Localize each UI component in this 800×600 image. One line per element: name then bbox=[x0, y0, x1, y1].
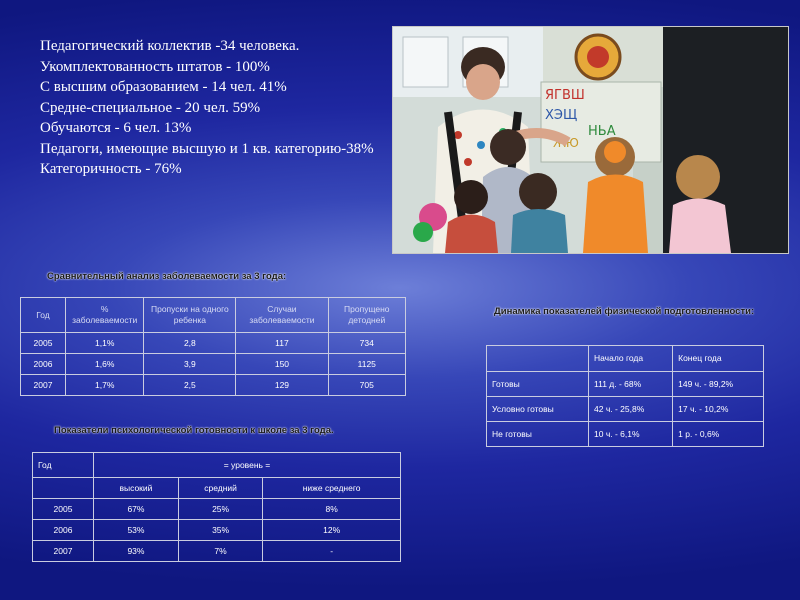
column-header: Конец года bbox=[673, 346, 764, 372]
fact-item: Педагогический коллектив -34 человека. bbox=[40, 38, 300, 54]
table-cell: 705 bbox=[328, 375, 405, 396]
table-cell: 1125 bbox=[328, 354, 405, 375]
column-header: Начало года bbox=[589, 346, 673, 372]
table-header-row bbox=[21, 298, 406, 333]
table-cell: 2007 bbox=[33, 541, 94, 562]
table-cell: 2006 bbox=[21, 354, 66, 375]
physical-fitness-table bbox=[486, 345, 764, 447]
table-cell: 53% bbox=[94, 520, 179, 541]
letter-board-text: НЬА bbox=[588, 124, 616, 139]
table-cell: 129 bbox=[236, 375, 328, 396]
column-header: Пропущено детодней bbox=[328, 298, 405, 333]
table-cell: 1,7% bbox=[66, 375, 144, 396]
column-header: Пропуски на одного ребенка bbox=[144, 298, 236, 333]
column-header: = уровень = bbox=[94, 453, 401, 478]
table-row bbox=[33, 520, 401, 541]
table-subheader-row bbox=[33, 478, 401, 499]
column-header: ниже среднего bbox=[263, 478, 401, 499]
table-cell: 2005 bbox=[33, 499, 94, 520]
table-cell: 2005 bbox=[21, 333, 66, 354]
table-header-row bbox=[487, 346, 764, 372]
table-cell: 2,8 bbox=[144, 333, 236, 354]
table-cell: 25% bbox=[178, 499, 262, 520]
table-cell: 8% bbox=[263, 499, 401, 520]
column-header: Случаи заболеваемости bbox=[236, 298, 328, 333]
psych-caption: Показатели психологической готовности к школе за 3 года. bbox=[54, 425, 334, 436]
table-cell: 117 bbox=[236, 333, 328, 354]
letter-board-text: ХЭЩ bbox=[545, 108, 578, 123]
column-header: высокий bbox=[94, 478, 179, 499]
table-cell: Готовы bbox=[487, 372, 589, 397]
table-cell: 2,5 bbox=[144, 375, 236, 396]
table-row bbox=[487, 397, 764, 422]
fact-item: С высшим образованием - 14 чел. 41% bbox=[40, 79, 287, 95]
table-cell: 1 р. - 0,6% bbox=[673, 422, 764, 447]
fact-item: Категоричность - 76% bbox=[40, 161, 182, 177]
column-header: средний bbox=[178, 478, 262, 499]
table-cell: 93% bbox=[94, 541, 179, 562]
table-header-row bbox=[33, 453, 401, 478]
table-cell: 2007 bbox=[21, 375, 66, 396]
table-cell: 17 ч. - 10,2% bbox=[673, 397, 764, 422]
table-cell: 67% bbox=[94, 499, 179, 520]
table-cell: 1,1% bbox=[66, 333, 144, 354]
table-cell: 7% bbox=[178, 541, 262, 562]
table-cell: Не готовы bbox=[487, 422, 589, 447]
letter-board-text: ЖЮ bbox=[553, 136, 579, 150]
staff-facts-list bbox=[40, 36, 380, 180]
table-cell: 42 ч. - 25,8% bbox=[589, 397, 673, 422]
table-cell: 111 д. - 68% bbox=[589, 372, 673, 397]
table-row bbox=[21, 375, 406, 396]
table-row bbox=[33, 541, 401, 562]
table-cell: 3,9 bbox=[144, 354, 236, 375]
fact-item: Обучаются - 6 чел. 13% bbox=[40, 120, 192, 136]
table-row bbox=[21, 354, 406, 375]
table-cell: 150 bbox=[236, 354, 328, 375]
table-row bbox=[33, 499, 401, 520]
table-cell: 35% bbox=[178, 520, 262, 541]
classroom-photo-image bbox=[393, 27, 788, 253]
fact-item: Средне-специальное - 20 чел. 59% bbox=[40, 99, 261, 116]
fact-item: Педагоги, имеющие высшую и 1 кв. категорию-38% bbox=[40, 140, 374, 157]
table-cell: - bbox=[263, 541, 401, 562]
letter-board-text: ЯГВШ bbox=[545, 88, 585, 103]
fact-item: Укомплектованность штатов - 100% bbox=[40, 58, 270, 75]
table-row bbox=[21, 333, 406, 354]
table-cell: 2006 bbox=[33, 520, 94, 541]
column-header: Год bbox=[21, 298, 66, 333]
table-cell: 734 bbox=[328, 333, 405, 354]
column-header bbox=[487, 346, 589, 372]
column-header: Год bbox=[33, 453, 94, 478]
physical-caption: Динамика показателей физической подготовленности: bbox=[494, 306, 755, 317]
table-cell: 149 ч. - 89,2% bbox=[673, 372, 764, 397]
table-cell: 1,6% bbox=[66, 354, 144, 375]
table-row bbox=[487, 372, 764, 397]
table-cell: Условно готовы bbox=[487, 397, 589, 422]
classroom-photo bbox=[392, 26, 789, 254]
table-row bbox=[487, 422, 764, 447]
column-header: % заболеваемости bbox=[66, 298, 144, 333]
table-cell: 12% bbox=[263, 520, 401, 541]
morbidity-table bbox=[20, 297, 406, 396]
morbidity-caption: Сравнительный анализ заболеваемости за 3 года: bbox=[47, 271, 287, 282]
table-cell: 10 ч. - 6,1% bbox=[589, 422, 673, 447]
psych-readiness-table bbox=[32, 452, 401, 562]
